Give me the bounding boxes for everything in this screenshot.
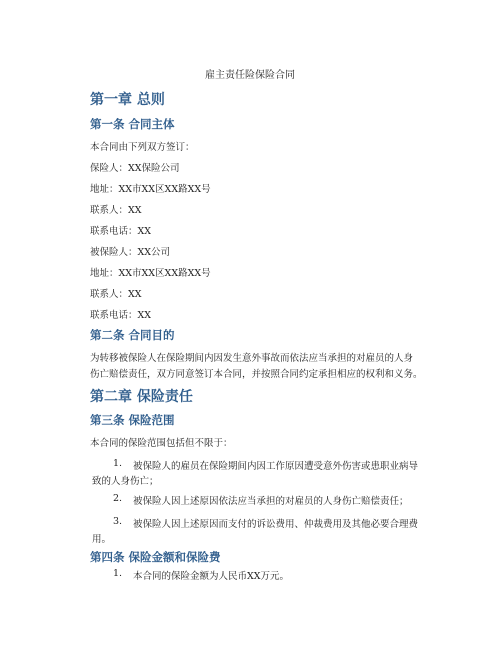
list-item-text: 本合同的保险金额为人民币XX万元。	[133, 571, 290, 582]
article-3-intro: 本合同的保险范围包括但不限于：	[90, 438, 233, 449]
article-2-text-line-1: 为转移被保险人在保险期间内因发生意外事故而依法应当承担的对雇员的人身	[90, 353, 414, 364]
list-item-text-continued: 致的人身伤亡；	[92, 476, 159, 487]
article-1-line: 联系人：XX	[90, 289, 142, 300]
list-item-number: 2.	[113, 493, 123, 504]
list-item-text-continued: 用。	[92, 534, 112, 545]
list-item-number: 1.	[113, 458, 123, 469]
article-1-heading: 第一条 合同主体	[90, 117, 175, 131]
article-2-heading: 第二条 合同目的	[90, 328, 175, 342]
chapter-2-heading: 第二章 保险责任	[90, 389, 193, 405]
article-1-line: 地址：XX市XX区XX路XX号	[90, 184, 211, 195]
list-item-text: 被保险人因上述原因而支付的诉讼费用、仲裁费用及其他必要合理费	[133, 519, 419, 530]
chapter-1-heading: 第一章 总则	[90, 92, 165, 108]
article-4-heading: 第四条 保险金额和保险费	[90, 550, 221, 564]
article-2-text-line-2: 伤亡赔偿责任，双方同意签订本合同，并按照合同约定承担相应的权利和义务。	[90, 369, 423, 380]
article-1-line: 本合同由下列双方签订：	[90, 142, 195, 153]
list-item-number: 1.	[113, 568, 123, 579]
article-1-line: 地址：XX市XX区XX路XX号	[90, 268, 211, 279]
article-3-heading: 第三条 保险范围	[90, 413, 175, 427]
list-item-number: 3.	[113, 516, 123, 527]
list-item-text: 被保险人的雇员在保险期间内因工作原因遭受意外伤害或患职业病导	[133, 461, 419, 472]
document-title: 雇主责任险保险合同	[205, 70, 295, 81]
article-1-line: 联系人：XX	[90, 205, 142, 216]
article-1-line: 联系电话：XX	[90, 310, 152, 321]
list-item-text: 被保险人因上述原因依法应当承担的对雇员的人身伤亡赔偿责任；	[133, 496, 409, 507]
article-1-line: 联系电话：XX	[90, 226, 152, 237]
article-1-line: 被保险人：XX公司	[90, 247, 171, 258]
article-1-line: 保险人：XX保险公司	[90, 163, 180, 174]
